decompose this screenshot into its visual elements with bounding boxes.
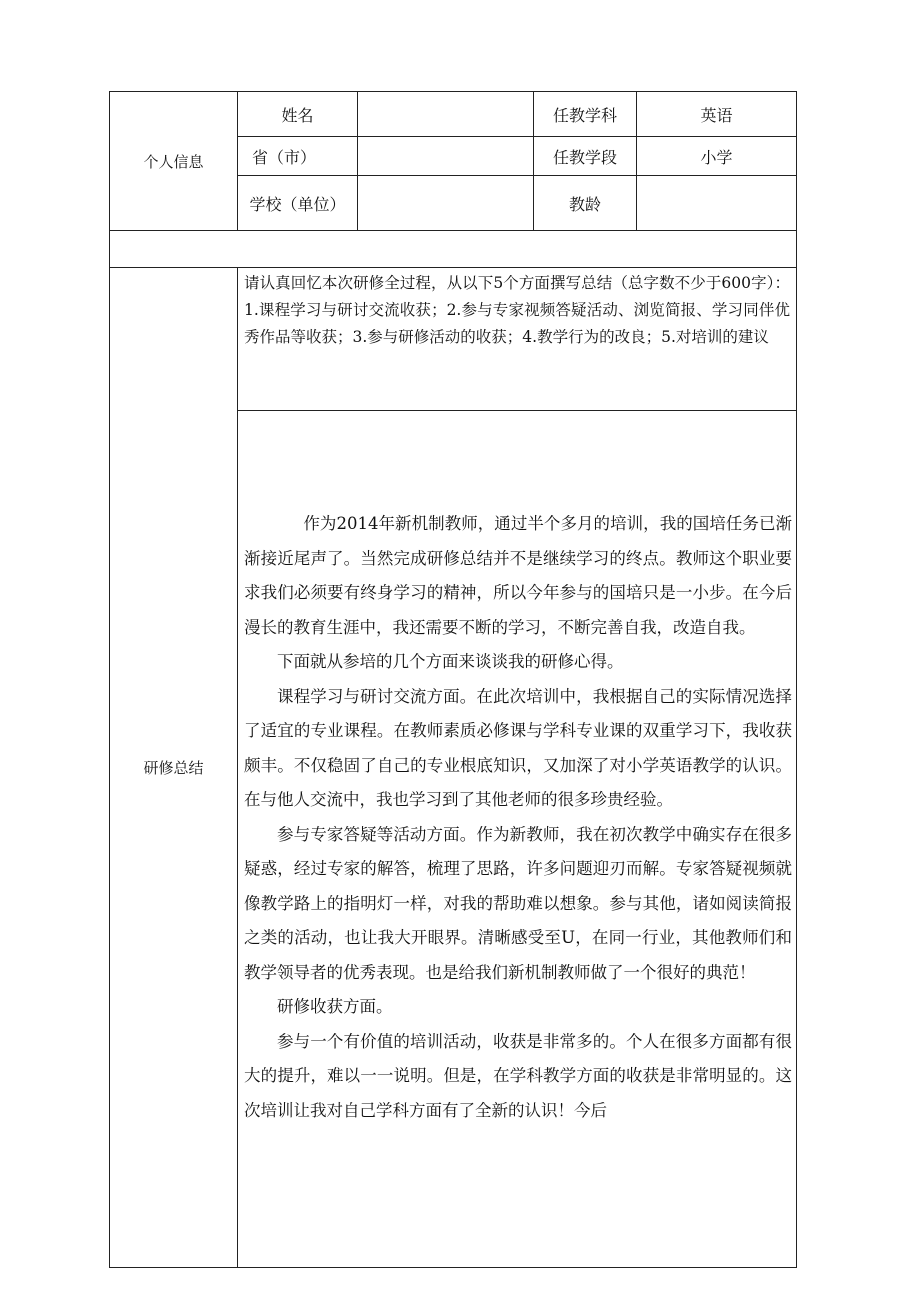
years-label: 教龄 (534, 176, 637, 231)
row-name-subject (110, 92, 797, 137)
province-field[interactable] (358, 137, 534, 176)
blank-separator-cell (110, 231, 797, 268)
summary-prompt: 请认真回忆本次研修全过程，从以下5个方面撰写总结（总字数不少于600字）：1.课程学习与研讨交流收获；2.参与专家视频答疑活动、浏览简报、学习同伴优秀作品等收获；3.参与研修活动的收获；4.教学行为的改良；5.对培训的建议 (238, 268, 797, 411)
summary-paragraph: 参与专家答疑等活动方面。作为新教师，我在初次教学中确实存在很多疑惑，经过专家的解答，梳理了思路，许多问题迎刃而解。专家答疑视频就像教学路上的指明灯一样，对我的帮助难以想象。参与其他，诸如阅读简报之类的活动，也让我大开眼界。清晰感受至U，在同一行业，其他教师们和教学领导者的优秀表现。也是给我们新机制教师做了一个很好的典范！ (244, 824, 792, 982)
subject-field[interactable]: 英语 (637, 92, 797, 137)
stage-label: 任教学段 (534, 137, 637, 176)
summary-body-field[interactable] (238, 411, 797, 1268)
name-field[interactable] (358, 92, 534, 137)
prompt-row (110, 268, 797, 411)
summary-paragraph: 参与一个有价值的培训活动，收获是非常多的。个人在很多方面都有很大的提升，难以一一说明。但是，在学科教学方面的收获是非常明显的。这次培训让我对自己学科方面有了全新的认识！今后 (244, 1031, 792, 1120)
school-field[interactable] (358, 176, 534, 231)
training-summary-form (109, 91, 797, 1268)
blank-separator-row (110, 231, 797, 268)
summary-paragraph: 课程学习与研讨交流方面。在此次培训中，我根据自己的实际情况选择了适宜的专业课程。在教师素质必修课与学科专业课的双重学习下，我收获颇丰。不仅稳固了自己的专业根底知识，又加深了对小学英语教学的认识。在与他人交流中，我也学习到了其他老师的很多珍贵经验。 (244, 686, 792, 809)
province-label: 省（市） (238, 137, 358, 176)
years-field[interactable] (637, 176, 797, 231)
name-label: 姓名 (238, 92, 358, 137)
summary-paragraph: 作为2014年新机制教师，通过半个多月的培训，我的国培任务已渐渐接近尾声了。当然完成研修总结并不是继续学习的终点。教师这个职业要求我们必须要有终身学习的精神，所以今年参与的国培只是一小步。在今后漫长的教育生涯中，我还需要不断的学习，不断完善自我，改造自我。 (244, 514, 792, 637)
personal-info-label: 个人信息 (110, 92, 238, 231)
stage-field[interactable]: 小学 (637, 137, 797, 176)
school-label: 学校（单位） (238, 176, 358, 231)
subject-label: 任教学科 (534, 92, 637, 137)
summary-paragraph: 研修收获方面。 (277, 997, 393, 1016)
summary-text (244, 411, 792, 1267)
summary-paragraph: 下面就从参培的几个方面来谈谈我的研修心得。 (277, 652, 624, 671)
summary-label: 研修总结 (110, 268, 238, 1268)
